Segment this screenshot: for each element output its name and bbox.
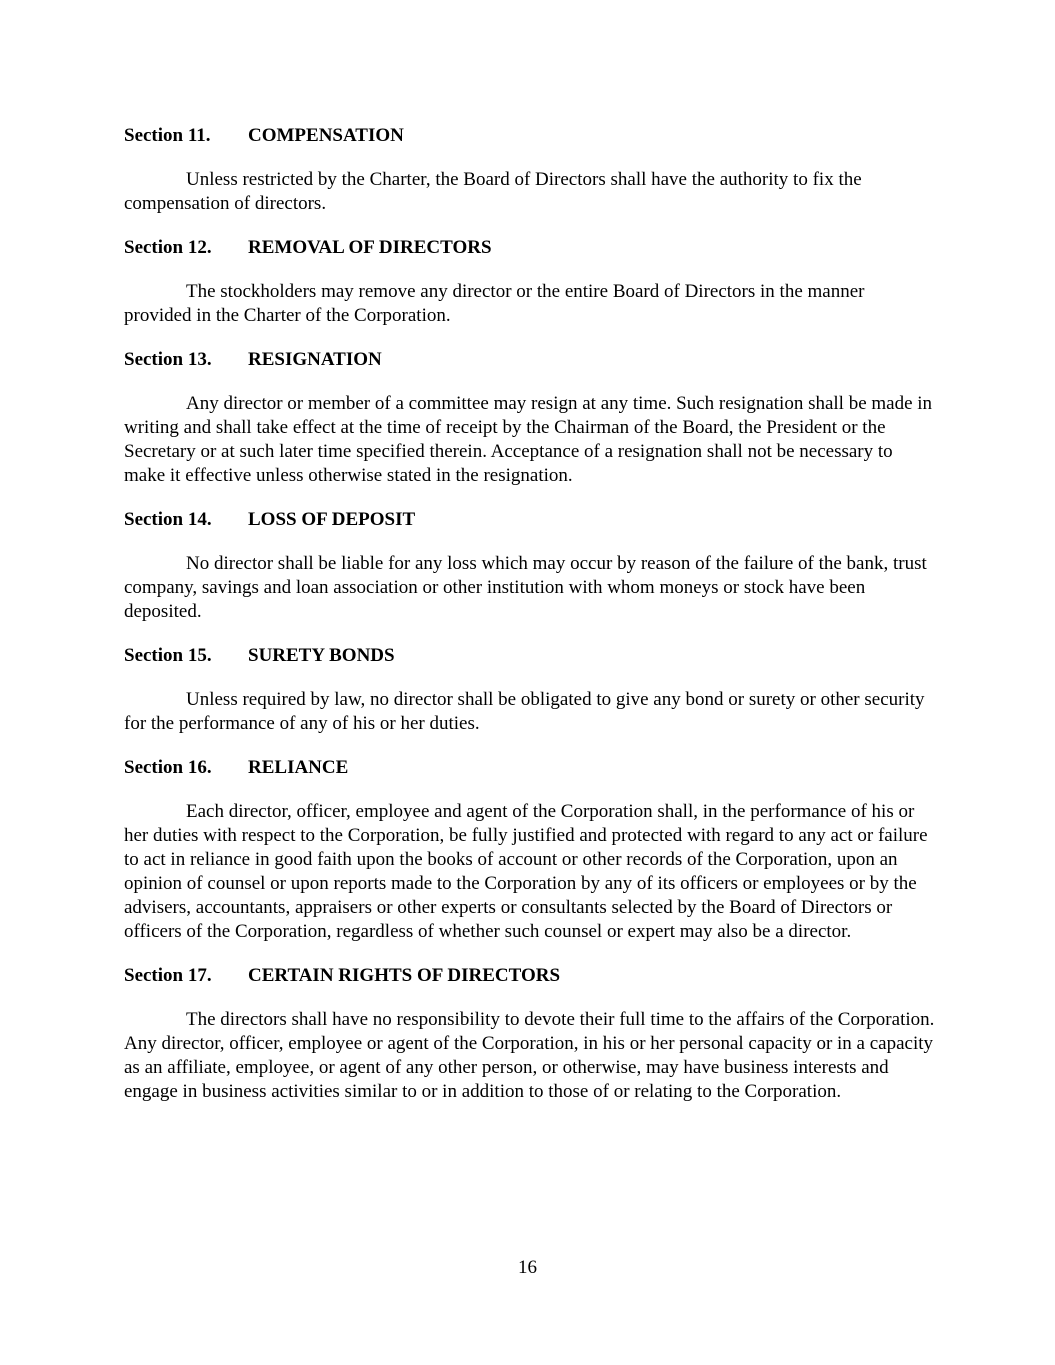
- document-content: [124, 124, 936, 1124]
- section-body: The directors shall have no responsibility to devote their full time to the affairs of the Corporation. Any director, officer, employee or agent of the Corporation, in his or her personal capacity or in a capacity as an affiliate, employee, or agent of any other person, or otherwise, may have business interests and engage in business activities similar to or in addition to those of or relating to the Corporation.: [124, 1009, 935, 1102]
- section-11: [124, 124, 936, 216]
- section-number: Section 15.: [124, 645, 212, 666]
- section-body: Unless restricted by the Charter, the Board of Directors shall have the authority to fix the compensation of directors.: [124, 169, 862, 214]
- section-title: LOSS OF DEPOSIT: [248, 509, 416, 530]
- section-17: [124, 964, 936, 1104]
- section-15: [124, 644, 936, 736]
- section-heading: [124, 124, 936, 148]
- section-body: No director shall be liable for any loss which may occur by reason of the failure of the bank, trust company, savings and loan association or other institution with whom moneys or stock have been deposited.: [124, 553, 927, 622]
- section-title: COMPENSATION: [248, 125, 404, 146]
- section-number: Section 14.: [124, 509, 212, 530]
- section-number: Section 12.: [124, 237, 212, 258]
- section-body: Unless required by law, no director shall be obligated to give any bond or surety or other security for the performance of any of his or her duties.: [124, 689, 925, 734]
- section-heading: [124, 348, 936, 372]
- section-title: CERTAIN RIGHTS OF DIRECTORS: [248, 965, 561, 986]
- section-heading: [124, 508, 936, 532]
- section-heading: [124, 964, 936, 988]
- section-12: [124, 236, 936, 328]
- section-body: Any director or member of a committee may resign at any time. Such resignation shall be made in writing and shall take effect at the time of receipt by the Chairman of the Board, the President or the Secretary or at such later time specified therein. Acceptance of a resignation shall not be necessary to make it effective unless otherwise stated in the resignation.: [124, 393, 933, 486]
- section-title: RESIGNATION: [248, 349, 382, 370]
- section-number: Section 16.: [124, 757, 212, 778]
- section-16: [124, 756, 936, 944]
- section-body: The stockholders may remove any director or the entire Board of Directors in the manner provided in the Charter of the Corporation.: [124, 281, 865, 326]
- section-13: [124, 348, 936, 488]
- section-number: Section 17.: [124, 965, 212, 986]
- section-body: Each director, officer, employee and agent of the Corporation shall, in the performance of his or her duties with respect to the Corporation, be fully justified and protected with regard to any act or failure to act in reliance in good faith upon the books of account or other records of the Corporation, upon an opinion of counsel or upon reports made to the Corporation by any of its officers or employees or by the advisers, accountants, appraisers or other experts or consultants selected by the Board of Directors or officers of the Corporation, regardless of whether such counsel or expert may also be a director.: [124, 801, 928, 942]
- section-title: RELIANCE: [248, 757, 349, 778]
- section-number: Section 11.: [124, 125, 211, 146]
- section-title: SURETY BONDS: [248, 645, 395, 666]
- section-heading: [124, 236, 936, 260]
- section-heading: [124, 756, 936, 780]
- section-number: Section 13.: [124, 349, 212, 370]
- page-number: 16: [518, 1257, 537, 1278]
- section-14: [124, 508, 936, 624]
- section-heading: [124, 644, 936, 668]
- section-title: REMOVAL OF DIRECTORS: [248, 237, 492, 258]
